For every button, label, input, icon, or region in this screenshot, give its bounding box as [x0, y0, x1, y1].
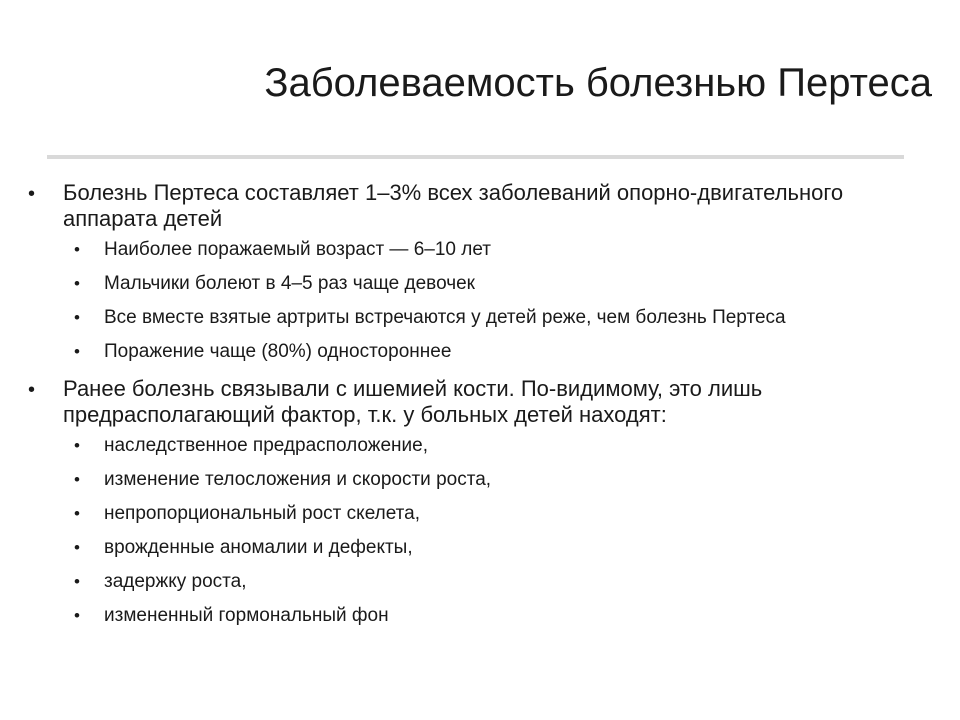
bullet-etiology [0, 376, 960, 428]
bullet-dot-icon: • [74, 274, 80, 293]
sub-bullet-text: Наиболее поражаемый возраст — 6–10 лет [104, 239, 491, 260]
sub-bullet-text: задержку роста, [104, 571, 247, 592]
sub-bullet-text: врожденные аномалии и дефекты, [104, 537, 413, 558]
sub-bullet-text: наследственное предрасположение, [104, 435, 428, 456]
sub-bullet [0, 238, 960, 262]
sub-bullet [0, 536, 960, 560]
bullet-incidence [0, 180, 960, 232]
bullet-dot-icon: • [74, 538, 80, 557]
sub-bullet [0, 604, 960, 628]
bullet-dot-icon: • [74, 342, 80, 361]
bullet-dot-icon: • [28, 183, 36, 205]
sublist-etiology [0, 434, 960, 628]
slide-content [0, 180, 960, 638]
sub-bullet-text: измененный гормональный фон [104, 605, 389, 626]
bullet-dot-icon: • [74, 470, 80, 489]
sub-bullet [0, 434, 960, 458]
sub-bullet-text: изменение телосложения и скорости роста, [104, 469, 492, 490]
bullet-dot-icon: • [28, 379, 36, 401]
sub-bullet [0, 570, 960, 594]
bullet-dot-icon: • [74, 504, 80, 523]
sublist-incidence [0, 238, 960, 364]
sub-bullet-text: Мальчики болеют в 4–5 раз чаще девочек [104, 273, 475, 294]
sub-bullet-text: Поражение чаще (80%) одностороннее [104, 341, 452, 362]
bullet-text: Болезнь Пертеса составляет 1–3% всех заболеваний опорно-двигательного аппарата детей [63, 180, 844, 231]
bullet-dot-icon: • [74, 308, 80, 327]
slide-title: Заболеваемость болезнью Пертеса [264, 61, 932, 105]
sub-bullet [0, 272, 960, 296]
sub-bullet [0, 306, 960, 330]
sub-bullet [0, 468, 960, 492]
sub-bullet [0, 502, 960, 526]
bullet-dot-icon: • [74, 572, 80, 591]
sub-bullet [0, 340, 960, 364]
sub-bullet-text: непропорциональный рост скелета, [104, 503, 420, 524]
bullet-text: Ранее болезнь связывали с ишемией кости. По-видимому, это лишь предрасполагающий фактор, т.к. у больных детей находят: [63, 376, 763, 427]
sub-bullet-text: Все вместе взятые артриты встречаются у детей реже, чем болезнь Пертеса [104, 307, 786, 328]
bullet-dot-icon: • [74, 436, 80, 455]
title-divider [47, 155, 904, 159]
bullet-dot-icon: • [74, 240, 80, 259]
bullet-dot-icon: • [74, 606, 80, 625]
